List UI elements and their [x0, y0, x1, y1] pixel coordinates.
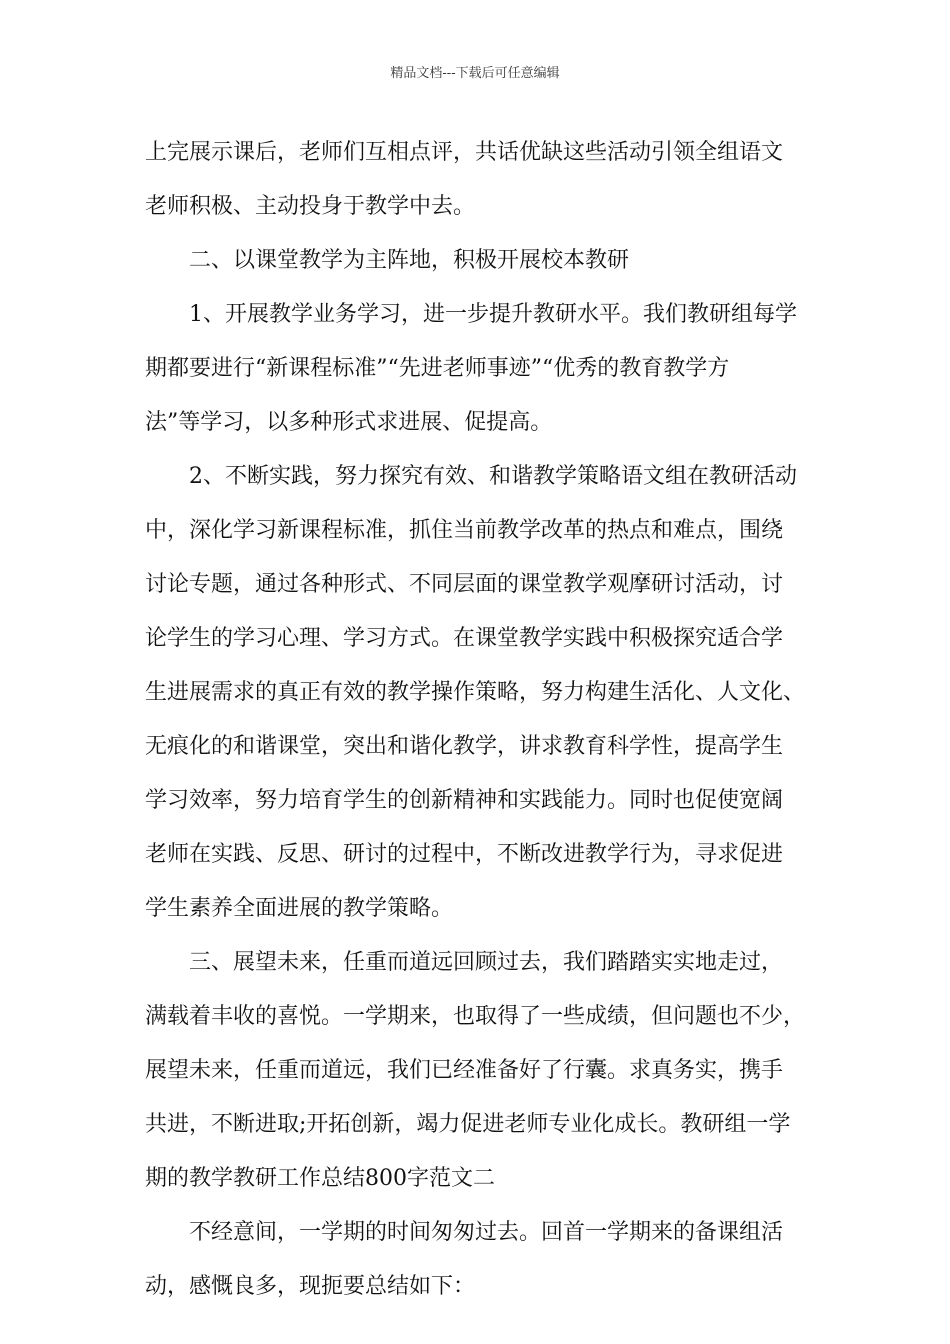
section-heading: 二、以课堂教学为主阵地，积极开展校本教研 [189, 248, 630, 273]
text-line: 期的教学教研工作总结800字范文二 [145, 1166, 495, 1191]
text-line: 动，感慨良多，现扼要总结如下： [145, 1274, 476, 1299]
page-header: 精品文档---下载后可任意编辑 [390, 66, 560, 81]
text-line: 讨论专题，通过各种形式、不同层面的课堂教学观摩研讨活动，讨 [145, 572, 784, 597]
text-line: 1、开展教学业务学习，进一步提升教研水平。我们教研组每学 [189, 302, 797, 327]
text-line: 不经意间，一学期的时间匆匆过去。回首一学期来的备课组活 [189, 1220, 784, 1245]
document-body [145, 126, 825, 1314]
text-line: 学习效率，努力培育学生的创新精神和实践能力。同时也促使宽阔 [145, 788, 784, 813]
text-line: 老师积极、主动投身于教学中去。 [145, 194, 476, 219]
text-line: 上完展示课后，老师们互相点评，共话优缺这些活动引领全组语文 [145, 140, 784, 165]
text-line: 生进展需求的真正有效的教学操作策略，努力构建生活化、人文化、 [145, 680, 806, 705]
text-line: 学生素养全面进展的教学策略。 [145, 896, 454, 921]
text-line: 中，深化学习新课程标准，抓住当前教学改革的热点和难点，围绕 [145, 518, 784, 543]
section-heading: 三、展望未来，任重而道远回顾过去，我们踏踏实实地走过， [189, 950, 784, 975]
text-line: 展望未来，任重而道远，我们已经准备好了行囊。求真务实，携手 [145, 1058, 784, 1083]
text-line: 无痕化的和谐课堂，突出和谐化教学，讲求教育科学性，提高学生 [145, 734, 784, 759]
text-line: 论学生的学习心理、学习方式。在课堂教学实践中积极探究适合学 [145, 626, 784, 651]
text-line: 共进，不断进取;开拓创新，竭力促进老师专业化成长。教研组一学 [145, 1112, 791, 1137]
text-line: 期都要进行“新课程标准”“先进老师事迹”“优秀的教育教学方 [145, 356, 730, 381]
text-line: 法”等学习，以多种形式求进展、促提高。 [145, 410, 553, 435]
text-line: 老师在实践、反思、研讨的过程中，不断改进教学行为，寻求促进 [145, 842, 784, 867]
text-line: 2、不断实践，努力探究有效、和谐教学策略语文组在教研活动 [189, 464, 797, 489]
text-line: 满载着丰收的喜悦。一学期来，也取得了一些成绩，但问题也不少， [145, 1004, 806, 1029]
